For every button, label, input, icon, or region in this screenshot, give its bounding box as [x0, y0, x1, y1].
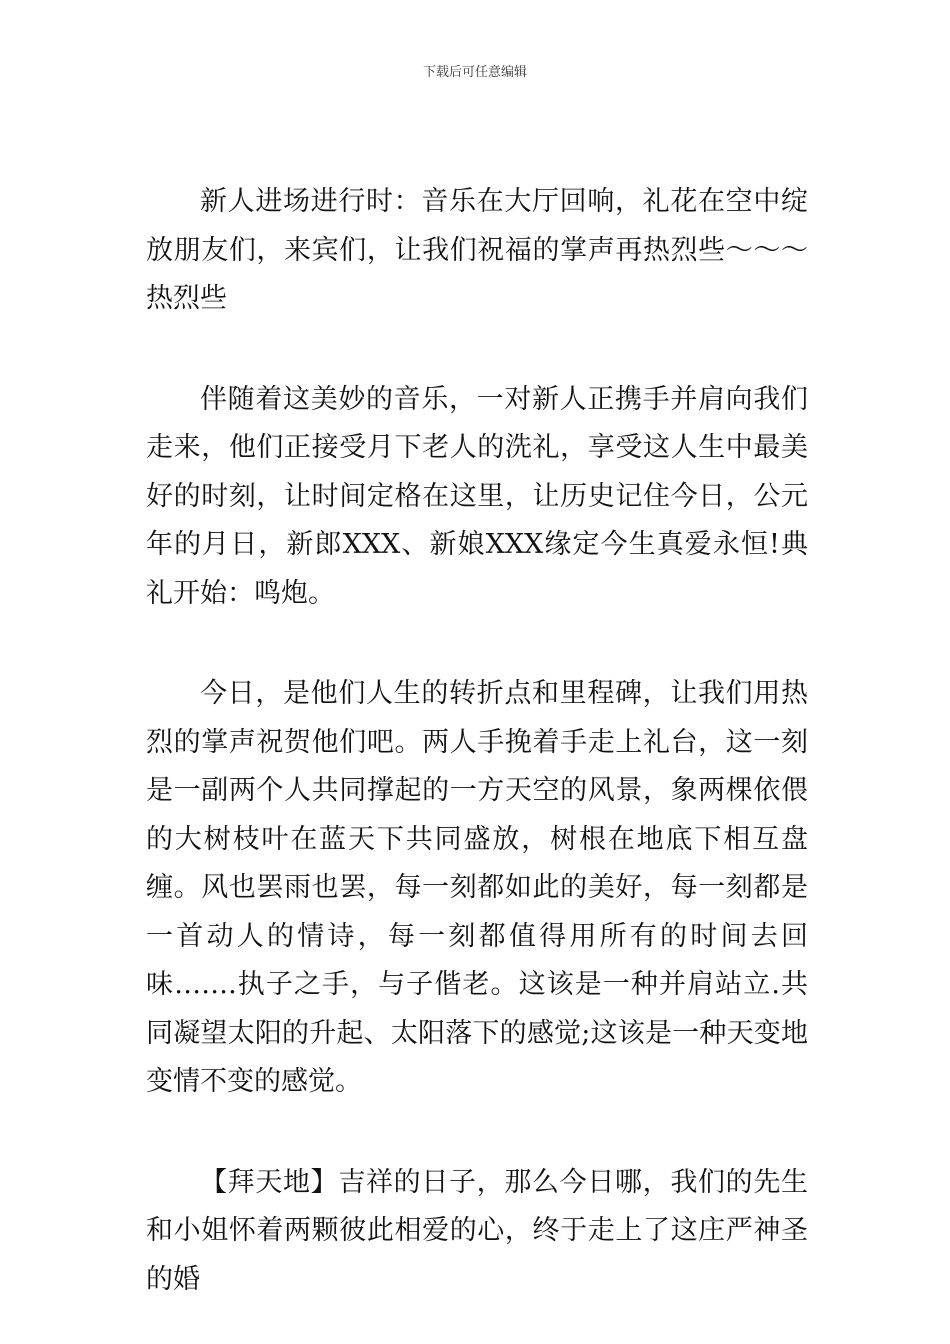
paragraph-milestone: 今日，是他们人生的转折点和里程碑，让我们用热烈的掌声祝贺他们吧。两人手挽着手走上礼台，这一刻是一副两个人共同撑起的一方天空的风景，象两棵依偎的大树枝叶在蓝天下共同盛放，树根在地底下相互盘缠。风也罢雨也罢，每一刻都如此的美好，每一刻都是一首动人的情诗，每一刻都值得用所有的时间去回味…….执子之手，与子偕老。这该是一种并肩站立.共同凝望太阳的升起、太阳落下的感觉;这该是一种天变地变情不变的感觉。: [146, 678, 808, 1097]
page-header: 下载后可任意编辑: [422, 65, 527, 80]
paragraph-ceremony-start: 伴随着这美妙的音乐，一对新人正携手并肩向我们走来，他们正接受月下老人的洗礼，享受这人生中最美好的时刻，让时间定格在这里，让历史记住今日，公元年的月日，新郎XXX、新娘XXX缘定今生真爱永恒!典礼开始：鸣炮。: [146, 383, 808, 609]
paragraph-entrance: 新人进场进行时：音乐在大厅回响，礼花在空中绽放朋友们，来宾们，让我们祝福的掌声再热烈些～～～热烈些: [146, 186, 808, 314]
document-body: [146, 178, 808, 1304]
paragraph-worship: 【拜天地】吉祥的日子，那么今日哪，我们的先生和小姐怀着两颗彼此相爱的心，终于走上了这庄严神圣的婚: [146, 1166, 808, 1295]
